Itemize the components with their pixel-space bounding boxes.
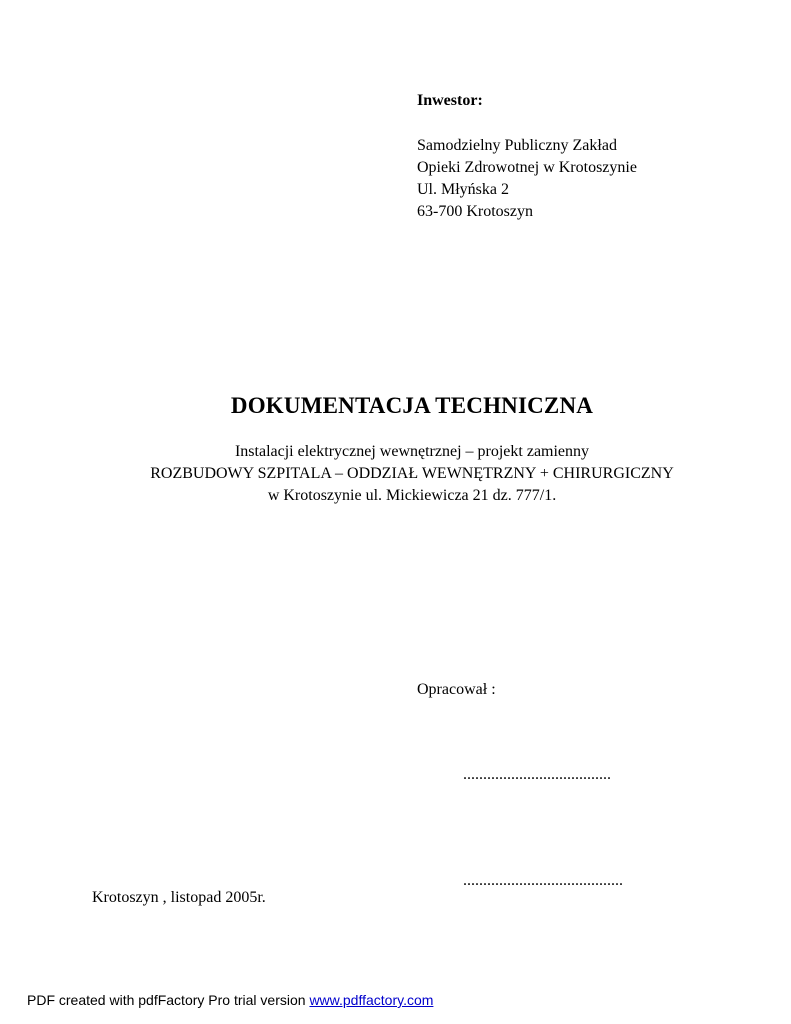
prepared-by-label: Opracował :	[417, 681, 496, 698]
pdf-watermark-footer	[27, 992, 433, 1008]
investor-line-2: Opieki Zdrowotnej w Krotoszynie	[417, 159, 637, 176]
signature-line-1: .....................................	[463, 766, 611, 783]
investor-line-4: 63-700 Krotoszyn	[417, 203, 533, 220]
investor-address	[417, 135, 637, 223]
subtitle-line-1: Instalacji elektrycznej wewnętrznej – projekt zamienny	[234, 443, 590, 460]
place-and-date: Krotoszyn , listopad 2005r.	[92, 889, 266, 906]
pdffactory-link[interactable]: www.pdffactory.com	[309, 992, 434, 1008]
subtitle-line-3: w Krotoszynie ul. Mickiewicza 21 dz. 777/1.	[267, 487, 557, 504]
document-subtitle	[0, 441, 791, 507]
investor-line-1: Samodzielny Publiczny Zakład	[417, 137, 617, 154]
investor-line-3: Ul. Młyńska 2	[417, 181, 509, 198]
investor-label: Inwestor:	[417, 92, 483, 109]
signature-line-2: ........................................	[463, 872, 623, 889]
subtitle-line-2: ROZBUDOWY SZPITALA – ODDZIAŁ WEWNĘTRZNY + CHIRURGICZNY	[150, 465, 674, 482]
footer-prefix: PDF created with pdfFactory Pro trial version	[27, 992, 310, 1008]
document-title: DOKUMENTACJA TECHNICZNA	[230, 393, 594, 418]
